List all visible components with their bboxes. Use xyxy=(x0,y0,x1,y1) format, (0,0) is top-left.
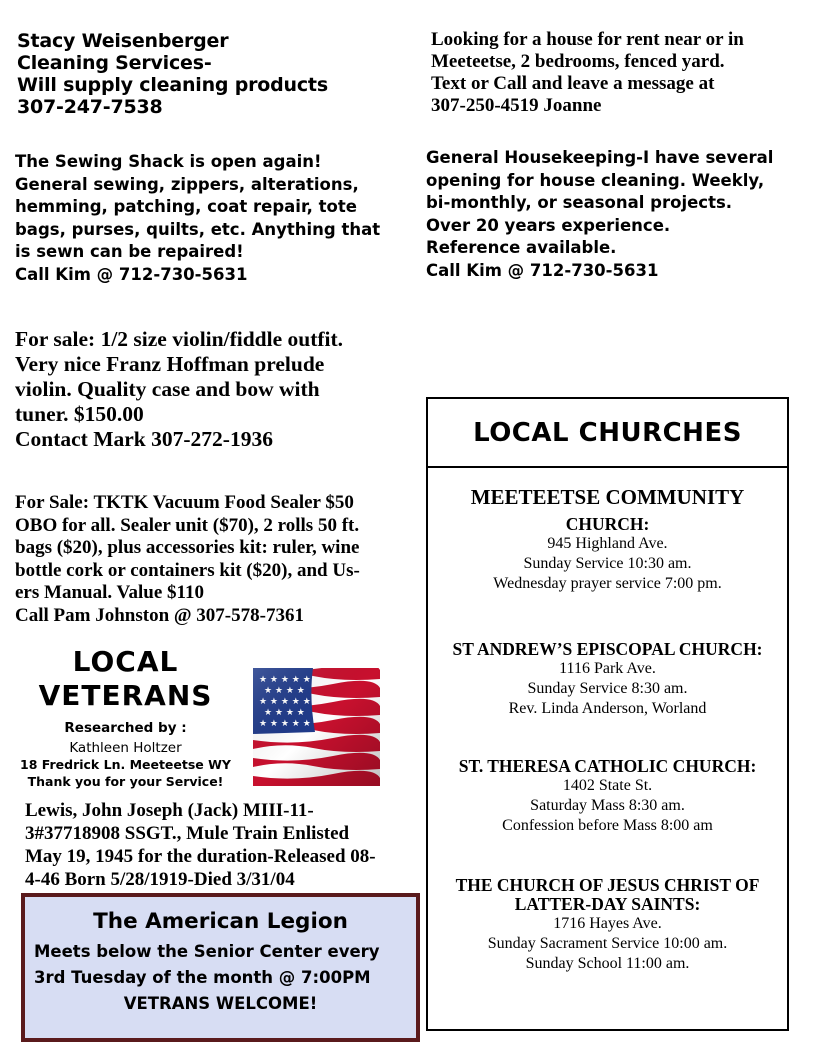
sewing-shack-ad xyxy=(15,151,380,286)
housekeeping-ad xyxy=(426,147,773,282)
ad-line: violin. Quality case and bow with xyxy=(15,377,320,401)
researcher-name: Kathleen Holtzer xyxy=(69,740,182,756)
ad-line: General sewing, zippers, alterations, xyxy=(15,174,359,194)
american-legion-box xyxy=(21,893,420,1042)
church-service: Confession before Mass 8:00 am xyxy=(502,817,713,834)
researched-by-label: Researched by : xyxy=(64,720,187,736)
title-line: LOCAL xyxy=(72,645,179,678)
ad-line: is sewn can be repaired! xyxy=(15,242,244,261)
entry-line: 3#37718908 SSGT., Mule Train Enlisted xyxy=(25,823,350,844)
church-address: 945 Highland Ave. xyxy=(547,535,668,552)
phone-number: Call Pam Johnston @ 307-578-7361 xyxy=(15,604,304,626)
phone-number: Call Kim @ 712-730-5631 xyxy=(15,264,248,284)
legion-title: The American Legion xyxy=(93,909,348,934)
ad-line: ers Manual. Value $110 xyxy=(15,582,204,603)
house-rental-ad xyxy=(431,29,744,117)
ad-line: Reference available. xyxy=(426,238,617,257)
ad-line: opening for house cleaning. Weekly, xyxy=(426,170,765,190)
ad-line: Will supply cleaning products xyxy=(17,74,328,96)
cleaning-services-ad xyxy=(17,30,328,118)
ad-line: bottle cork or containers kit ($20), and Us- xyxy=(15,559,360,581)
ad-line: Stacy Weisenberger xyxy=(17,30,229,52)
church-name: THE CHURCH OF JESUS CHRIST OF xyxy=(455,875,760,895)
church-name: LATTER-DAY SAINTS: xyxy=(514,894,701,914)
church-service: Saturday Mass 8:30 am. xyxy=(530,797,685,814)
phone-number: 307-250-4519 Joanne xyxy=(431,95,602,116)
american-flag-icon xyxy=(253,668,380,786)
ad-line: Looking for a house for rent near or in xyxy=(431,29,744,50)
entry-line: 4-46 Born 5/28/1919-Died 3/31/04 xyxy=(25,869,295,890)
church-name: CHURCH: xyxy=(565,514,650,534)
phone-number: 307-247-7538 xyxy=(17,96,163,118)
legion-welcome: VETRANS WELCOME! xyxy=(123,994,318,1013)
researcher-address: 18 Fredrick Ln. Meeteetse WY xyxy=(20,757,231,772)
ad-line: bi-monthly, or seasonal projects. xyxy=(426,193,733,212)
church-service: Wednesday prayer service 7:00 pm. xyxy=(493,575,722,592)
church-listing xyxy=(428,757,787,836)
ad-line: bags ($20), plus accessories kit: ruler, wine xyxy=(15,537,360,558)
violin-sale-ad xyxy=(15,327,343,452)
church-name: ST ANDREW’S EPISCOPAL CHURCH: xyxy=(452,639,763,659)
ad-line: hemming, patching, coat repair, tote xyxy=(15,197,357,216)
entry-line: Lewis, John Joseph (Jack) MIII-11- xyxy=(25,800,314,821)
church-address: 1716 Hayes Ave. xyxy=(553,915,662,932)
food-sealer-sale-ad xyxy=(15,492,360,627)
ad-line: Over 20 years experience. xyxy=(426,215,671,235)
church-address: 1402 State St. xyxy=(562,777,653,794)
church-service: Sunday Service 8:30 am. xyxy=(527,680,688,697)
local-churches-header: LOCAL CHURCHES xyxy=(428,399,787,468)
ad-line: OBO for all. Sealer unit ($70), 2 rolls 50 ft. xyxy=(15,514,360,536)
title-line: VETERANS xyxy=(38,679,213,712)
ad-line: Meeteetse, 2 bedrooms, fenced yard. xyxy=(431,51,725,72)
ad-line: Text or Call and leave a message at xyxy=(431,73,715,94)
church-service: Sunday School 11:00 am. xyxy=(525,955,690,972)
local-churches-box xyxy=(426,397,789,1031)
local-veterans-title xyxy=(18,645,233,713)
church-service: Sunday Sacrament Service 10:00 am. xyxy=(487,935,728,952)
entry-line: May 19, 1945 for the duration-Released 08- xyxy=(25,846,376,867)
ad-line: The Sewing Shack is open again! xyxy=(15,152,322,171)
ad-line: For Sale: TKTK Vacuum Food Sealer $50 xyxy=(15,492,354,513)
church-name: ST. THERESA CATHOLIC CHURCH: xyxy=(458,756,757,776)
phone-number: Contact Mark 307-272-1936 xyxy=(15,427,273,451)
ad-line: For sale: 1/2 size violin/fiddle outfit. xyxy=(15,327,344,351)
church-name: MEETEETSE COMMUNITY xyxy=(470,485,745,509)
church-listing xyxy=(428,876,787,974)
ad-line: tuner. $150.00 xyxy=(15,402,144,426)
church-listing xyxy=(428,485,787,594)
church-listing xyxy=(428,640,787,719)
thank-you-note: Thank you for your Service! xyxy=(27,774,224,789)
legion-meeting-time: 3rd Tuesday of the month @ 7:00PM xyxy=(34,968,371,987)
church-service: Sunday Service 10:30 am. xyxy=(523,555,692,572)
church-pastor: Rev. Linda Anderson, Worland xyxy=(508,700,707,717)
ad-line: General Housekeeping-I have several xyxy=(426,148,774,167)
ad-line: bags, purses, quilts, etc. Anything that xyxy=(15,219,381,239)
phone-number: Call Kim @ 712-730-5631 xyxy=(426,260,659,280)
ad-line: Very nice Franz Hoffman prelude xyxy=(15,352,325,376)
ad-line: Cleaning Services- xyxy=(17,52,212,74)
church-address: 1116 Park Ave. xyxy=(559,660,656,677)
legion-meeting-place: Meets below the Senior Center every xyxy=(34,942,380,961)
veteran-entry xyxy=(25,799,376,891)
